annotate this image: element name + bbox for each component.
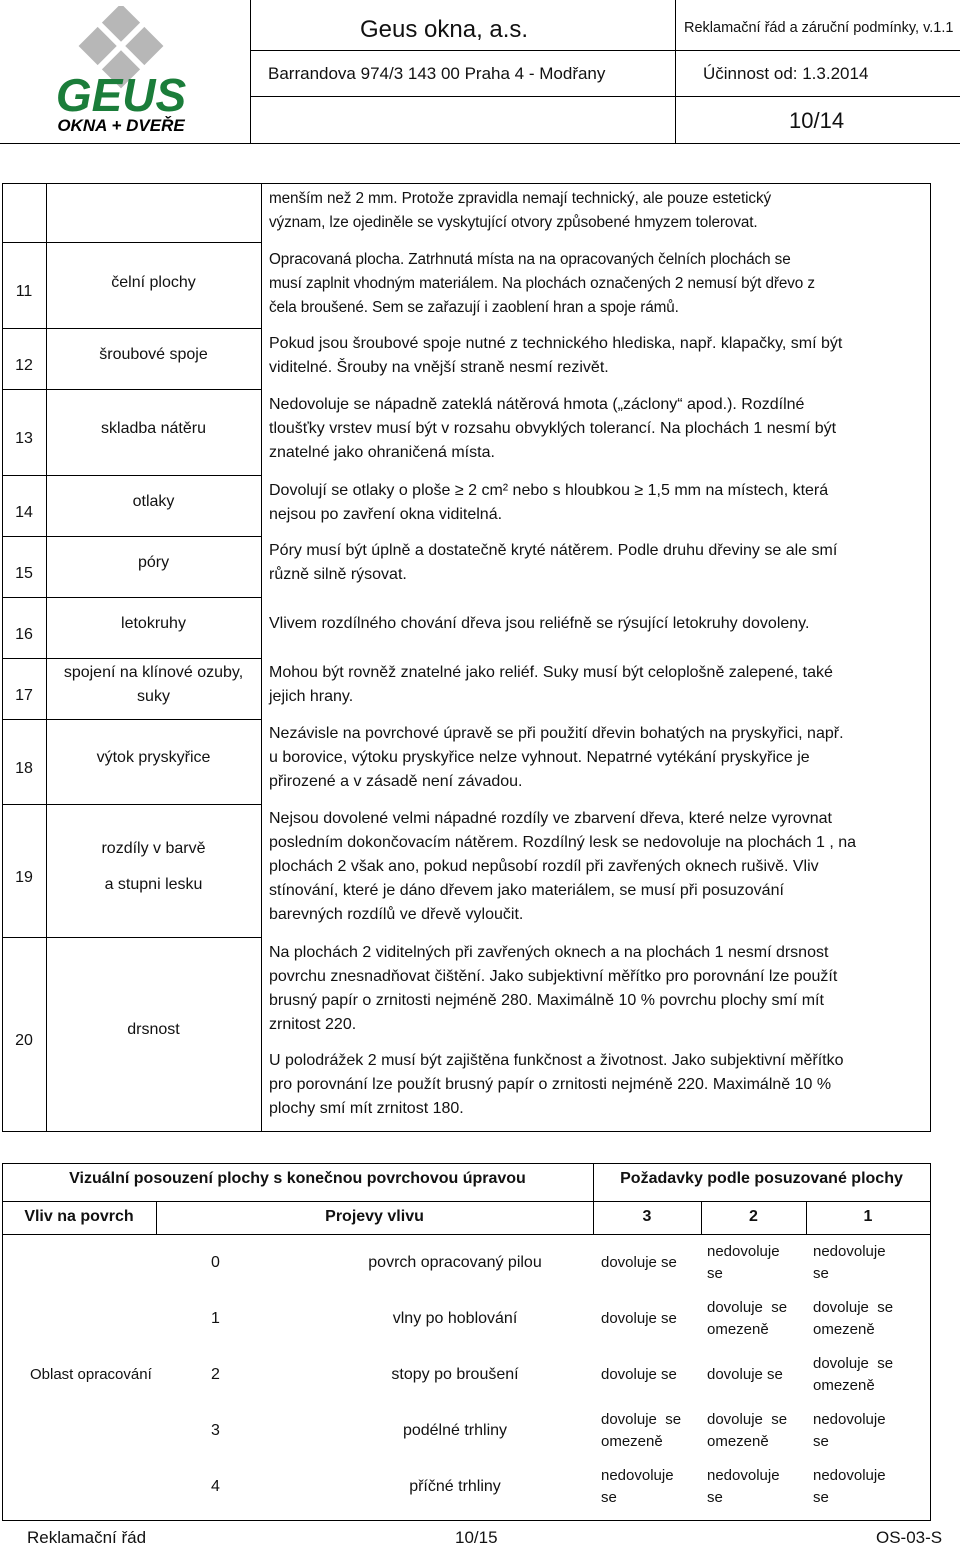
row-desc-line: různě silně rýsovat. xyxy=(269,566,407,583)
row-label: spojení na klínové ozuby, xyxy=(63,664,244,681)
area-label: Oblast opracování xyxy=(30,1366,152,1383)
logo-tagline: OKNA + DVEŘE xyxy=(57,116,185,135)
row-desc-line: brusný papír o zrnitosti nejméně 280. Maximálně 10 % povrchu plochy smí mít xyxy=(269,992,824,1009)
row-label: čelní plochy xyxy=(111,274,196,291)
row-desc-line: U polodrážek 2 musí být zajištěna funkčnost a životnost. Jako subjektivní měřítko xyxy=(269,1052,844,1069)
row-number: 16 xyxy=(15,626,33,643)
surface-1-value: dovoluje se xyxy=(813,1355,894,1372)
surface-2-value: dovoluje se xyxy=(707,1411,788,1428)
footer-page: 10/15 xyxy=(455,1528,498,1547)
row-desc-line: Dovolují se otlaky o ploše ≥ 2 cm² nebo s hloubkou ≥ 1,5 mm na místech, která xyxy=(269,482,829,499)
row-desc-line: přirozené a v zásadě není závadou. xyxy=(269,773,523,790)
row-desc-line: musí zaplnit vhodným materiálem. Na plochách označených 2 nemusí být dřevo z xyxy=(269,275,815,292)
row-number: 13 xyxy=(15,430,33,447)
row-desc-line: plochy smí mít zrnitost 180. xyxy=(269,1100,464,1117)
surface-2-value: dovoluje se xyxy=(707,1366,783,1383)
footer-code: OS-03-S xyxy=(876,1528,943,1547)
row-desc-line: barevných rozdílů ve dřevě vyloučit. xyxy=(269,906,524,923)
row-desc-line: jejich hrany. xyxy=(269,688,354,705)
table-head-requirements: Požadavky podle posuzované plochy xyxy=(620,1170,903,1187)
surface-1-value: se xyxy=(813,1489,829,1506)
company-name: Geus okna, a.s. xyxy=(360,16,529,43)
row-number: 19 xyxy=(15,869,33,886)
row-desc-line: nejsou po zavření okna viditelná. xyxy=(269,506,503,523)
row-label: šroubové spoje xyxy=(99,346,208,363)
manifest-index: 1 xyxy=(211,1310,220,1327)
row-desc-line: Nejsou dovolené velmi nápadné rozdíly ve zbarvení dřeva, které nelze vyrovnat xyxy=(269,810,832,827)
surface-3-value: nedovoluje xyxy=(601,1467,674,1484)
col-surface-2: 2 xyxy=(749,1208,758,1225)
surface-2-value: nedovoluje xyxy=(707,1243,780,1260)
row-desc-line: Nezávisle na povrchové úpravě se při použití dřevin bohatých na pryskyřici, např. xyxy=(269,725,844,742)
surface-1-value: omezeně xyxy=(813,1321,875,1338)
row-label: otlaky xyxy=(132,493,175,510)
row-desc-line: Na plochách 2 viditelných při zavřených oknech a na plochách 1 nesmí drsnost xyxy=(269,944,829,961)
surface-2-value: se xyxy=(707,1489,723,1506)
manifest-text: stopy po broušení xyxy=(391,1366,519,1383)
intro-line-2: význam, lze ojediněle se vyskytující otvory způsobené hmyzem tolerovat. xyxy=(269,214,758,231)
surface-1-value: se xyxy=(813,1433,829,1450)
row-number: 12 xyxy=(15,357,33,374)
row-desc-line: u borovice, výtoku pryskyřice nelze vyhnout. Nepatrné vytékání pryskyřice je xyxy=(269,749,810,766)
surface-2-value: omezeně xyxy=(707,1321,769,1338)
row-label: rozdíly v barvě xyxy=(101,840,206,857)
row-desc-line: tloušťky vrstev musí být v rozsahu obvyklých tolerancí. Na plochách 1 nesmí být xyxy=(269,420,837,437)
page-number: 10/14 xyxy=(789,108,845,133)
row-label: skladba nátěru xyxy=(101,420,206,437)
col-surface-1: 1 xyxy=(863,1208,873,1225)
surface-3-value: dovoluje se xyxy=(601,1254,677,1271)
row-label: letokruhy xyxy=(121,615,186,632)
logo-wordmark: GEUS xyxy=(55,69,187,121)
row-desc-line: stínování, které je dáno dřevem jako materiálem, se musí při posuzování xyxy=(269,882,784,899)
manifest-text: příčné trhliny xyxy=(409,1478,501,1495)
surface-1-value: nedovoluje xyxy=(813,1411,886,1428)
surface-2-value: dovoluje se xyxy=(707,1299,788,1316)
document-title: Reklamační řád a záruční podmínky, v.1.1 xyxy=(684,20,954,36)
row-desc-line: viditelné. Šrouby na vnější straně nesmí rezivět. xyxy=(269,359,609,376)
row-desc-line: znatelné jako ohraničená místa. xyxy=(269,444,495,461)
row-number: 18 xyxy=(15,760,33,777)
col-surface-3: 3 xyxy=(642,1208,652,1225)
surface-3-value: dovoluje se xyxy=(601,1310,677,1327)
row-number: 20 xyxy=(15,1032,33,1049)
row-label: výtok pryskyřice xyxy=(96,749,211,766)
logo-graphic xyxy=(26,6,216,136)
row-label: suky xyxy=(137,688,170,705)
col-influence: Vliv na povrch xyxy=(24,1208,134,1225)
row-desc-line: Nedovoluje se nápadně zateklá nátěrová hmota („záclony“ apod.). Rozdílné xyxy=(269,396,805,413)
surface-1-value: omezeně xyxy=(813,1377,875,1394)
row-label: póry xyxy=(137,554,170,571)
row-desc-line: pro porovnání lze použít brusný papír o zrnitosti nejméně 220. Maximálně 10 % xyxy=(269,1076,832,1093)
surface-2-value: se xyxy=(707,1265,723,1282)
logo xyxy=(26,6,216,136)
row-desc-line: Póry musí být úplně a dostatečně kryté nátěrem. Podle druhu dřeviny se ale smí xyxy=(269,542,838,559)
row-number: 11 xyxy=(15,283,33,300)
col-manifestation: Projevy vlivu xyxy=(325,1208,424,1225)
effective-date: Účinnost od: 1.3.2014 xyxy=(703,64,869,83)
surface-2-value: nedovoluje xyxy=(707,1467,780,1484)
row-label: a stupni lesku xyxy=(104,876,203,893)
table-head-visual: Vizuální posouzení plochy s konečnou povrchovou úpravou xyxy=(69,1170,526,1187)
manifest-text: vlny po hoblování xyxy=(392,1310,518,1327)
surface-3-value: dovoluje se xyxy=(601,1366,677,1383)
row-desc-line: čela broušené. Sem se zařazují i zaoblení hran a spoje rámů. xyxy=(269,299,679,316)
footer-left: Reklamační řád xyxy=(27,1528,147,1547)
surface-1-value: dovoluje se xyxy=(813,1299,894,1316)
manifest-index: 0 xyxy=(211,1254,220,1271)
intro-line-1: menším než 2 mm. Protože zpravidla nemají technický, ale pouze estetický xyxy=(269,190,772,207)
surface-3-value: omezeně xyxy=(601,1433,663,1450)
company-address: Barrandova 974/3 143 00 Praha 4 - Modřany xyxy=(268,64,606,83)
row-desc-line: Opracovaná plocha. Zatrhnutá místa na na opracovaných čelních plochách se xyxy=(269,251,791,268)
manifest-index: 2 xyxy=(211,1366,220,1383)
manifest-index: 3 xyxy=(211,1422,220,1439)
row-desc-line: plochách 2 však ano, pokud nepůsobí rozdíl při zavřených oknech rušivě. Vliv xyxy=(269,858,819,875)
surface-3-value: se xyxy=(601,1489,617,1506)
surface-1-value: nedovoluje xyxy=(813,1243,886,1260)
surface-1-value: se xyxy=(813,1265,829,1282)
surface-2-value: omezeně xyxy=(707,1433,769,1450)
row-desc-line: posledním dokončovacím nátěrem. Rozdílný lesk se nedovoluje na plochách 1 , na xyxy=(269,834,857,851)
surface-1-value: nedovoluje xyxy=(813,1467,886,1484)
row-number: 17 xyxy=(15,687,33,704)
row-desc-line: povrchu znesnadňovat čištění. Jako subjektivní měřítko pro porovnání lze použít xyxy=(269,968,838,985)
row-desc-line: zrnitost 220. xyxy=(269,1016,357,1033)
manifest-text: podélné trhliny xyxy=(402,1422,508,1439)
row-label: drsnost xyxy=(127,1021,180,1038)
manifest-index: 4 xyxy=(211,1478,220,1495)
row-number: 14 xyxy=(15,504,33,521)
row-number: 15 xyxy=(15,565,33,582)
row-desc-line: Pokud jsou šroubové spoje nutné z technického hlediska, např. klapačky, smí být xyxy=(269,335,843,352)
row-desc-line: Mohou být rovněž znatelné jako reliéf. Suky musí být celoplošně zalepené, také xyxy=(269,664,833,681)
surface-3-value: dovoluje se xyxy=(601,1411,682,1428)
manifest-text: povrch opracovaný pilou xyxy=(368,1254,542,1271)
row-desc-line: Vlivem rozdílného chování dřeva jsou reliéfně se rýsující letokruhy dovoleny. xyxy=(269,615,810,632)
